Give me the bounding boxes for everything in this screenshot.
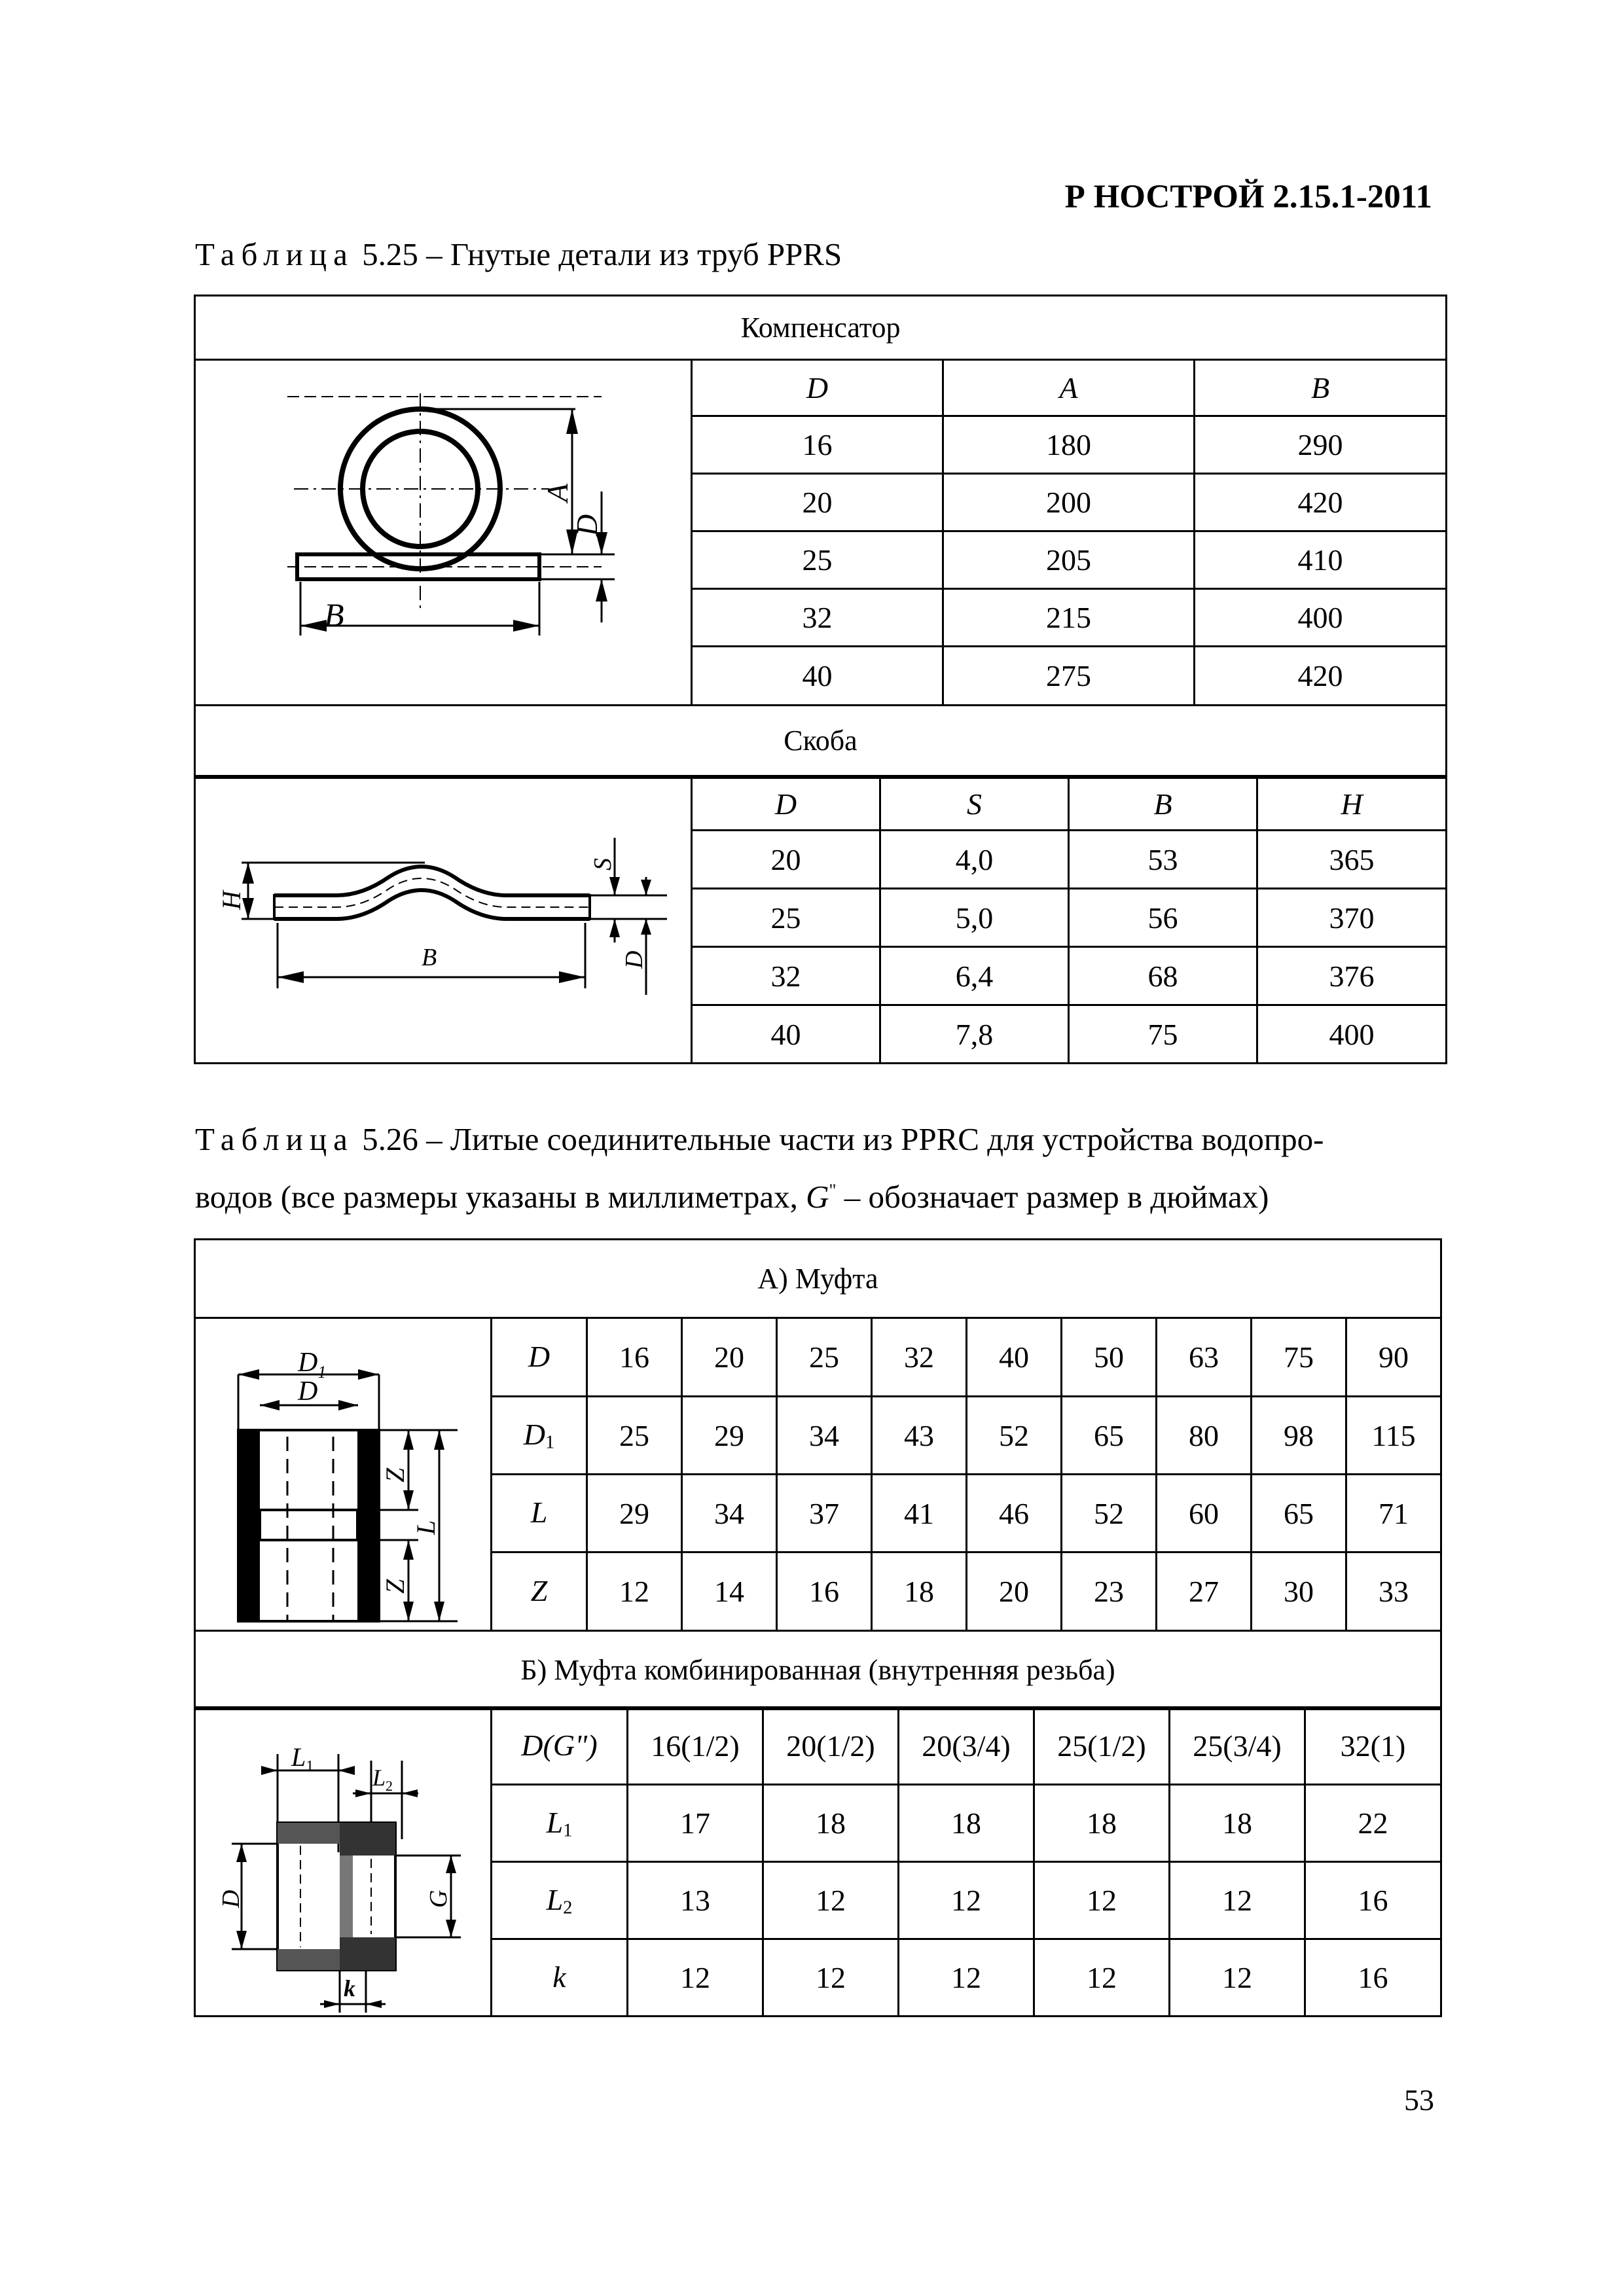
row-label-sub: 1	[545, 1432, 555, 1453]
cell: 71	[1346, 1475, 1441, 1552]
cell: 34	[682, 1475, 777, 1552]
figure-label-d1: D	[298, 1348, 318, 1378]
row-label	[492, 1552, 587, 1631]
cell: 12	[1034, 1939, 1170, 2017]
cell: 43	[872, 1397, 967, 1475]
caption-prefix: Таблица	[195, 1121, 354, 1157]
cell: 365	[1257, 831, 1447, 889]
cell: 75	[1252, 1318, 1346, 1397]
figure-label-b: B	[324, 596, 344, 633]
cell: 18	[1034, 1785, 1170, 1862]
figure-label-d: D	[570, 514, 604, 536]
figure-label-d1-sub: 1	[317, 1363, 327, 1382]
row-label	[492, 1708, 628, 1785]
cell: 16	[1305, 1939, 1441, 2017]
row-label-text: k	[552, 1960, 566, 1994]
cell: 90	[1346, 1318, 1441, 1397]
combined-coupling-figure	[195, 1708, 492, 2017]
row-label-text: Z	[530, 1573, 548, 1607]
figure-label-l1-sub: 1	[306, 1758, 314, 1775]
cell: 12	[628, 1939, 763, 2017]
caption-g-mark: "	[829, 1180, 837, 1200]
cell: 75	[1069, 1005, 1257, 1064]
row-label-text: D	[523, 1418, 545, 1452]
table-5-25-bracket	[194, 777, 1447, 1064]
cell: 46	[967, 1475, 1062, 1552]
cell: 14	[682, 1552, 777, 1631]
compensator-drawing	[196, 361, 693, 708]
bracket-figure	[195, 778, 692, 1064]
caption-text: 5.25 – Гнутые детали из труб PPRS	[353, 236, 842, 272]
cell: 40	[692, 1005, 880, 1064]
cell: 32(1)	[1305, 1708, 1441, 1785]
caption-text: водов (все размеры указаны в миллиметрах,	[195, 1179, 806, 1215]
figure-label-h: H	[217, 891, 246, 910]
cell: 52	[967, 1397, 1062, 1475]
cell: 20	[692, 831, 880, 889]
cell: 17	[628, 1785, 763, 1862]
cell: 25(1/2)	[1034, 1708, 1170, 1785]
table-5-26-coupling	[194, 1238, 1442, 1710]
bracket-header-b: B	[1069, 778, 1257, 831]
row-label-text: L	[546, 1805, 564, 1839]
bracket-header-d: D	[692, 778, 880, 831]
cell: 20	[692, 474, 943, 531]
combined-coupling-title: Б) Муфта комбинированная (внутренняя резьба)	[195, 1631, 1441, 1710]
bracket-header-s: S	[880, 778, 1069, 831]
cell: 80	[1157, 1397, 1252, 1475]
cell: 60	[1157, 1475, 1252, 1552]
cell: 410	[1195, 531, 1447, 589]
table-5-26-caption-line1	[195, 1121, 1324, 1158]
cell: 25(3/4)	[1170, 1708, 1305, 1785]
cell: 41	[872, 1475, 967, 1552]
cell: 22	[1305, 1785, 1441, 1862]
cell: 37	[777, 1475, 872, 1552]
cell: 115	[1346, 1397, 1441, 1475]
cell: 25	[777, 1318, 872, 1397]
svg-text:L2	[372, 1765, 393, 1794]
document-header: Р НОСТРОЙ 2.15.1-2011	[1064, 179, 1432, 215]
cell: 420	[1195, 647, 1447, 706]
cell: 32	[692, 589, 943, 647]
figure-label-d: D	[217, 1890, 245, 1908]
cell: 16	[692, 416, 943, 474]
row-label-text: D	[528, 1339, 550, 1373]
row-label	[492, 1939, 628, 2017]
cell: 18	[1170, 1785, 1305, 1862]
page-number: 53	[1404, 2083, 1434, 2117]
row-label	[492, 1318, 587, 1397]
cell: 18	[899, 1785, 1034, 1862]
figure-label-l: L	[411, 1520, 441, 1535]
cell: 290	[1195, 416, 1447, 474]
coupling-title: А) Муфта	[195, 1240, 1441, 1318]
cell: 25	[692, 889, 880, 947]
cell: 12	[1170, 1939, 1305, 2017]
cell: 25	[587, 1397, 682, 1475]
row-label	[492, 1862, 628, 1939]
figure-label-z-top: Z	[380, 1467, 410, 1482]
table-5-25	[194, 295, 1447, 777]
svg-text:L1	[291, 1742, 314, 1775]
table-5-25-caption	[195, 236, 842, 273]
cell: 33	[1346, 1552, 1441, 1631]
cell: 50	[1062, 1318, 1157, 1397]
caption-text: – обозначает размер в дюймах)	[836, 1179, 1269, 1215]
cell: 376	[1257, 947, 1447, 1005]
cell: 29	[682, 1397, 777, 1475]
row-label-sub: 1	[563, 1820, 573, 1841]
cell: 275	[943, 647, 1195, 706]
row-label-text: D(G")	[521, 1728, 598, 1762]
cell: 12	[1170, 1862, 1305, 1939]
cell: 215	[943, 589, 1195, 647]
figure-label-z-bottom: Z	[380, 1579, 410, 1594]
cell: 16(1/2)	[628, 1708, 763, 1785]
cell: 370	[1257, 889, 1447, 947]
coupling-figure	[195, 1318, 492, 1631]
cell: 200	[943, 474, 1195, 531]
figure-label-d: D	[298, 1376, 318, 1407]
figure-label-a: A	[541, 483, 574, 502]
figure-label-s: S	[589, 858, 617, 870]
cell: 12	[763, 1862, 899, 1939]
cell: 56	[1069, 889, 1257, 947]
cell: 65	[1252, 1475, 1346, 1552]
cell: 12	[1034, 1862, 1170, 1939]
cell: 7,8	[880, 1005, 1069, 1064]
cell: 13	[628, 1862, 763, 1939]
cell: 20	[967, 1552, 1062, 1631]
cell: 18	[763, 1785, 899, 1862]
cell: 98	[1252, 1397, 1346, 1475]
figure-label-b: B	[422, 944, 437, 971]
caption-prefix: Таблица	[195, 236, 354, 272]
row-label-sub: 2	[563, 1897, 573, 1918]
bracket-header-h: H	[1257, 778, 1447, 831]
cell: 5,0	[880, 889, 1069, 947]
cell: 20	[682, 1318, 777, 1397]
caption-g: G	[806, 1179, 829, 1215]
cell: 180	[943, 416, 1195, 474]
table-5-26-caption-line2	[195, 1178, 1269, 1215]
cell: 400	[1195, 589, 1447, 647]
table-row	[195, 1708, 1441, 1785]
cell: 52	[1062, 1475, 1157, 1552]
bracket-drawing	[196, 779, 693, 1067]
cell: 4,0	[880, 831, 1069, 889]
cell: 32	[872, 1318, 967, 1397]
figure-label-g: G	[425, 1890, 452, 1908]
figure-label-l2-sub: 2	[386, 1778, 393, 1794]
cell: 32	[692, 947, 880, 1005]
cell: 25	[692, 531, 943, 589]
cell: 65	[1062, 1397, 1157, 1475]
row-label-text: L	[530, 1496, 548, 1530]
cell: 205	[943, 531, 1195, 589]
cell: 12	[899, 1862, 1034, 1939]
combined-coupling-drawing	[196, 1708, 492, 2017]
cell: 12	[763, 1939, 899, 2017]
cell: 6,4	[880, 947, 1069, 1005]
figure-label-l2: L	[372, 1765, 386, 1791]
row-label	[492, 1785, 628, 1862]
row-label	[492, 1475, 587, 1552]
row-label-text: L	[546, 1882, 564, 1916]
figure-label-l1: L	[291, 1742, 306, 1772]
cell: 12	[899, 1939, 1034, 2017]
cell: 53	[1069, 831, 1257, 889]
cell: 18	[872, 1552, 967, 1631]
cell: 40	[692, 647, 943, 706]
compensator-title: Компенсатор	[195, 296, 1447, 360]
cell: 30	[1252, 1552, 1346, 1631]
cell: 23	[1062, 1552, 1157, 1631]
cell: 68	[1069, 947, 1257, 1005]
figure-label-d: D	[621, 950, 648, 969]
cell: 29	[587, 1475, 682, 1552]
cell: 12	[587, 1552, 682, 1631]
table-5-26-combined	[194, 1706, 1442, 2017]
compensator-figure	[195, 360, 692, 706]
compensator-header-a: A	[943, 360, 1195, 416]
compensator-header-b: B	[1195, 360, 1447, 416]
cell: 20(3/4)	[899, 1708, 1034, 1785]
cell: 16	[777, 1552, 872, 1631]
cell: 400	[1257, 1005, 1447, 1064]
cell: 16	[587, 1318, 682, 1397]
bracket-title: Скоба	[195, 706, 1447, 776]
cell: 16	[1305, 1862, 1441, 1939]
cell: 34	[777, 1397, 872, 1475]
cell: 420	[1195, 474, 1447, 531]
cell: 40	[967, 1318, 1062, 1397]
compensator-header-d: D	[692, 360, 943, 416]
cell: 20(1/2)	[763, 1708, 899, 1785]
cell: 63	[1157, 1318, 1252, 1397]
row-label	[492, 1397, 587, 1475]
coupling-drawing	[196, 1319, 492, 1633]
figure-label-k: k	[344, 1975, 355, 2001]
caption-text: 5.26 – Литые соединительные части из PPRC для устройства водопро-	[353, 1121, 1324, 1157]
cell: 27	[1157, 1552, 1252, 1631]
table-row	[195, 1318, 1441, 1397]
